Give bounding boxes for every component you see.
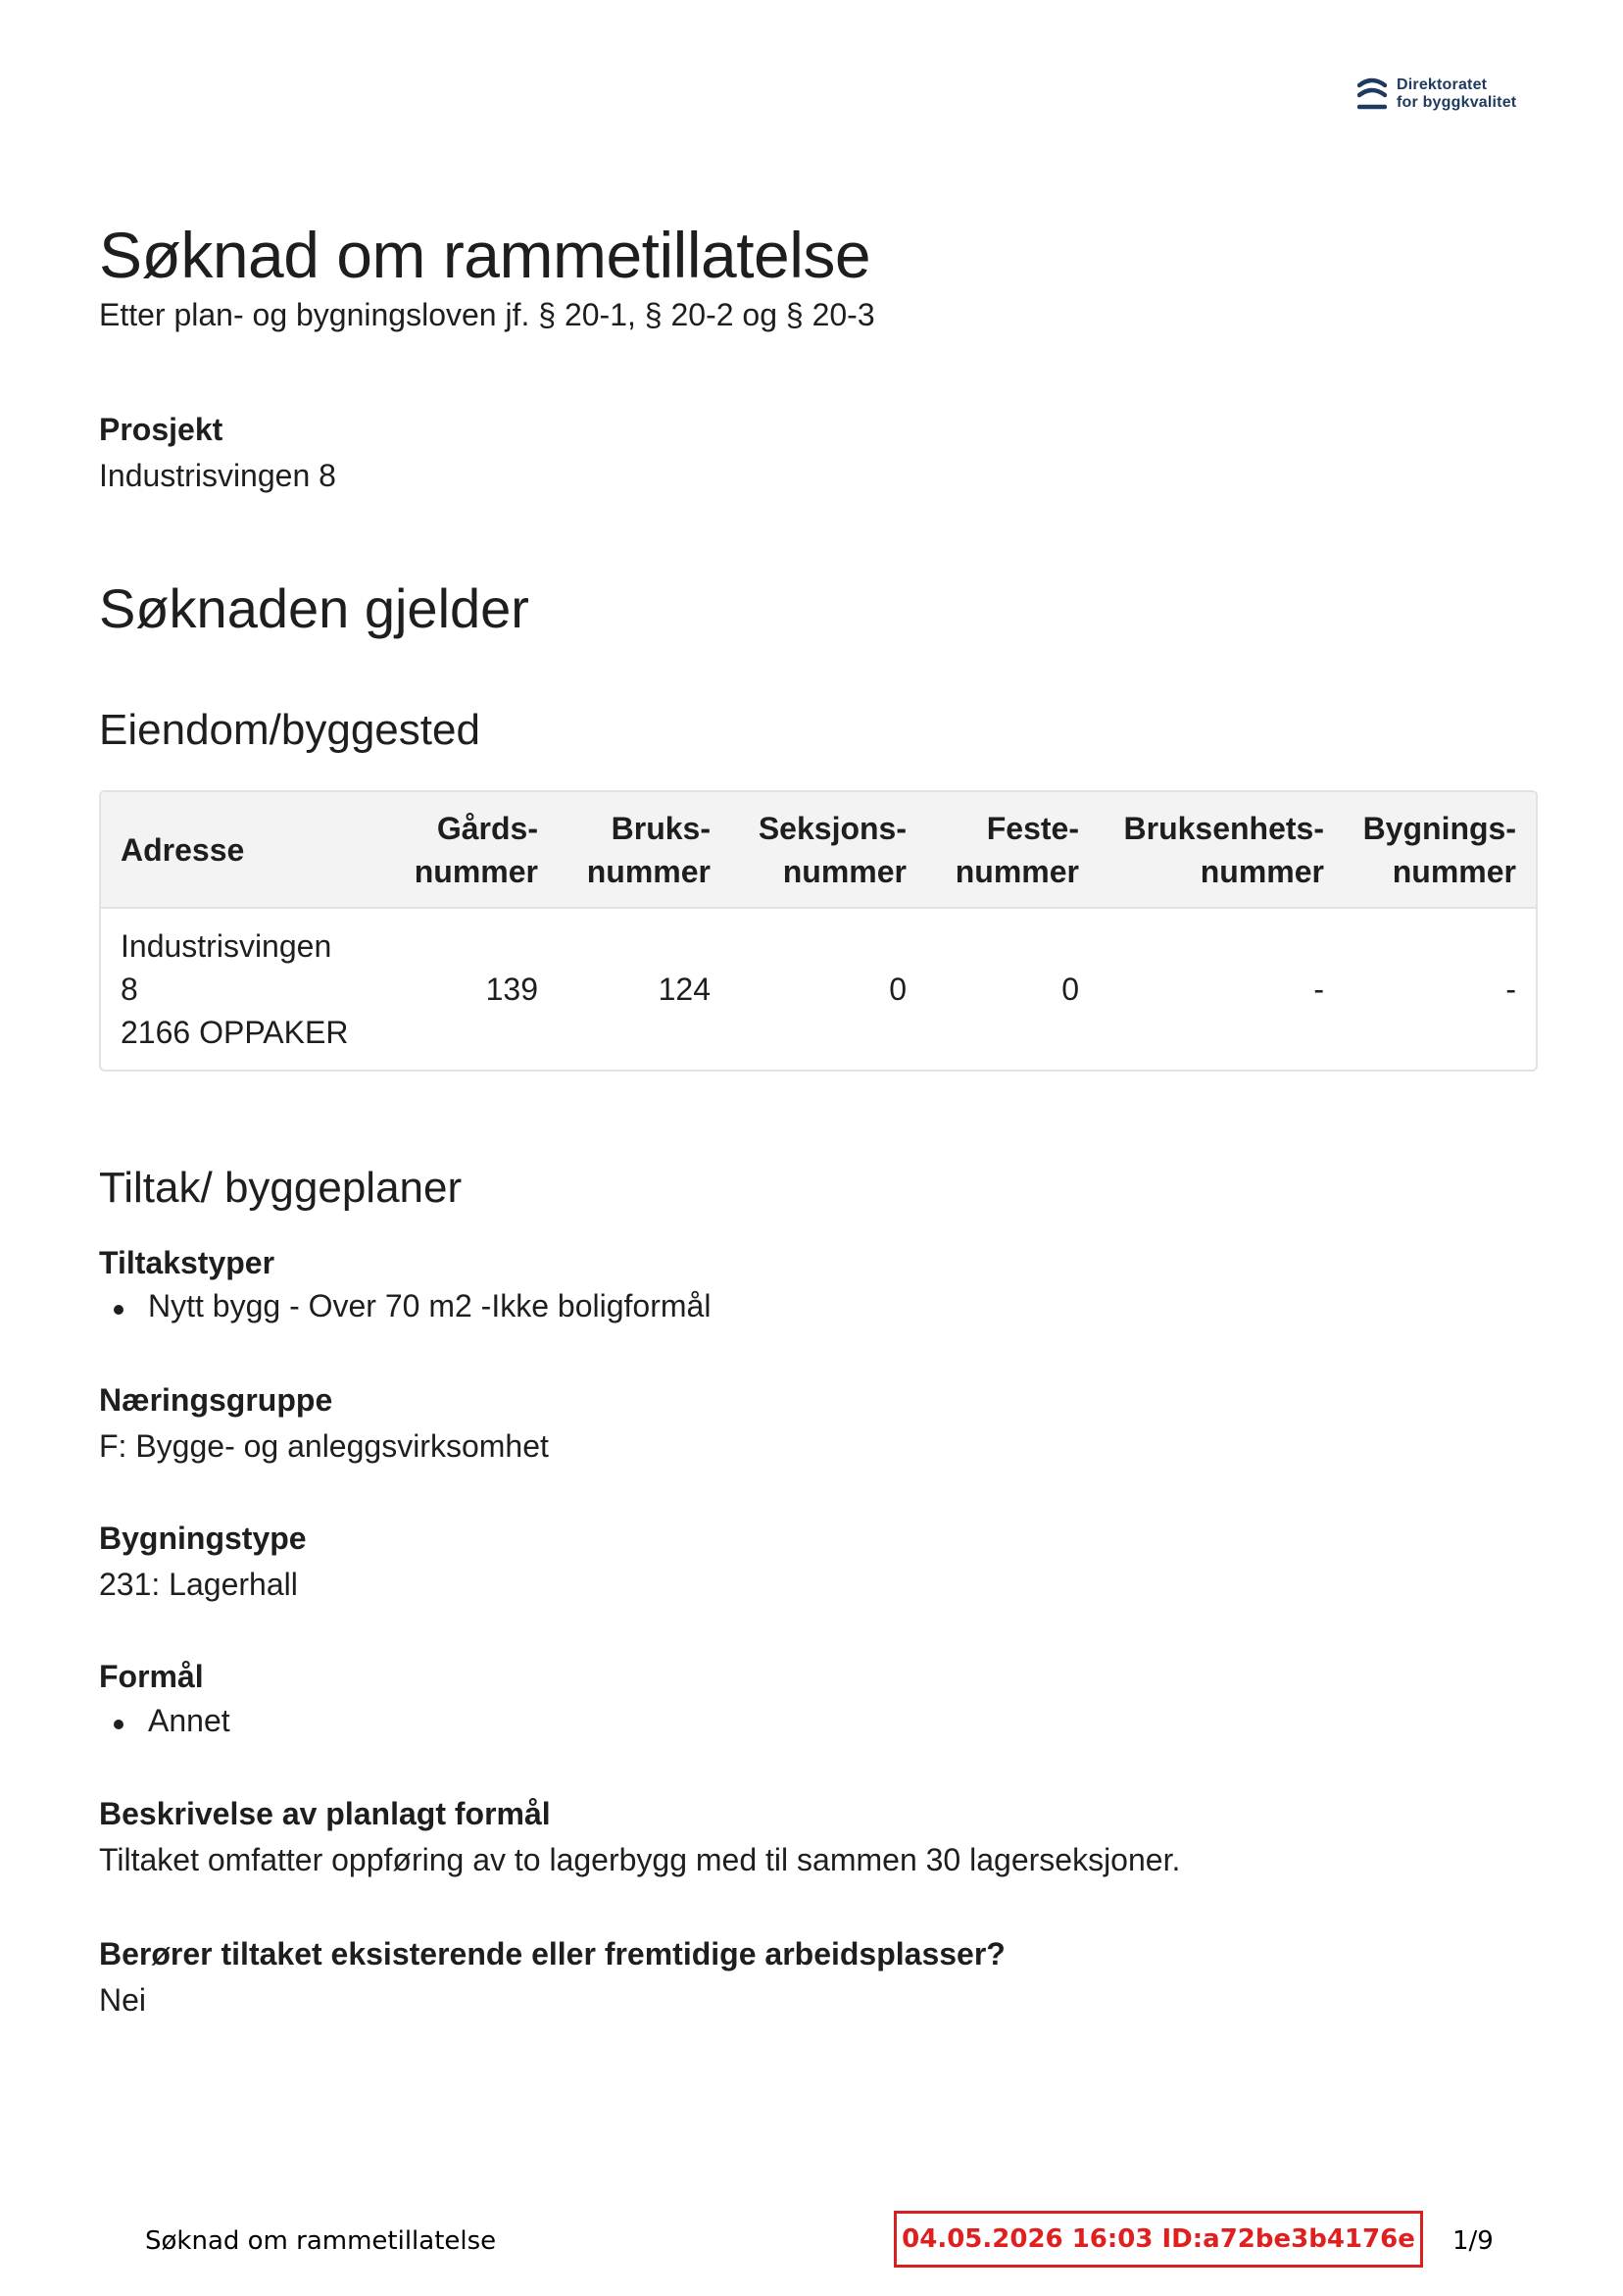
page-subtitle: Etter plan- og bygningsloven jf. § 20-1, § 20-2 og § 20-3 [99, 297, 875, 332]
col-seksjonsnummer: Seksjons- nummer [730, 792, 926, 908]
cell-gardsnummer: 139 [485, 972, 538, 1007]
description-value: Tiltaket omfatter oppføring av to lagerbygg med til sammen 30 lagerseksjoner. [99, 1842, 1181, 1877]
table-header-row [101, 792, 1536, 908]
cell-address: Industrisvingen 8 2166 OPPAKER [121, 928, 349, 1050]
dibk-logo [1357, 76, 1516, 112]
list-item: Nytt bygg - Over 70 m2 -Ikke boligformål [99, 1288, 711, 1324]
logo-line-2: for byggkvalitet [1397, 94, 1517, 111]
industry-label: Næringsgruppe [99, 1382, 333, 1418]
footer-document-title: Søknad om rammetillatelse [145, 2226, 497, 2256]
table-row [101, 908, 1536, 1070]
purpose-label: Formål [99, 1659, 204, 1694]
logo-line-1: Direktoratet [1397, 76, 1488, 93]
col-festenummer: Feste- nummer [926, 792, 1099, 908]
purpose-list [99, 1703, 230, 1739]
footer-page-number: 1/9 [1452, 2226, 1494, 2256]
col-gardsnummer: Gårds- nummer [385, 792, 558, 908]
cell-bruksnummer: 124 [658, 972, 711, 1007]
col-bruksenhetsnummer: Bruksenhets- nummer [1099, 792, 1344, 908]
footer-timestamp-stamp: 04.05.2026 16:03 ID:a72be3b4176e [894, 2211, 1423, 2268]
workplaces-value: Nei [99, 1982, 147, 2018]
cell-seksjonsnummer: 0 [889, 972, 907, 1007]
property-table [99, 790, 1538, 1072]
property-heading: Eiendom/byggested [99, 706, 480, 754]
industry-value: F: Bygge- og anleggsvirksomhet [99, 1428, 549, 1464]
col-address: Adresse [101, 792, 385, 908]
project-label: Prosjekt [99, 412, 223, 447]
col-bruksnummer: Bruks- nummer [558, 792, 730, 908]
dibk-logo-text [1397, 76, 1516, 112]
list-item: Annet [99, 1703, 230, 1739]
cell-festenummer: 0 [1061, 972, 1079, 1007]
measures-heading: Tiltak/ byggeplaner [99, 1164, 463, 1212]
project-value: Industrisvingen 8 [99, 458, 336, 493]
workplaces-label: Berører tiltaket eksisterende eller fremtidige arbeidsplasser? [99, 1936, 1006, 1972]
building-type-label: Bygningstype [99, 1521, 307, 1556]
cell-bruksenhetsnummer: - [1313, 972, 1324, 1007]
building-type-value: 231: Lagerhall [99, 1567, 298, 1602]
col-bygningsnummer: Bygnings- nummer [1344, 792, 1536, 908]
dibk-logo-icon [1357, 77, 1387, 111]
measure-types-label: Tiltakstyper [99, 1245, 275, 1280]
cell-bygningsnummer: - [1505, 972, 1516, 1007]
description-label: Beskrivelse av planlagt formål [99, 1796, 551, 1831]
page-title: Søknad om rammetillatelse [99, 219, 871, 291]
measure-types-list [99, 1288, 711, 1324]
section-application-heading: Søknaden gjelder [99, 577, 529, 639]
